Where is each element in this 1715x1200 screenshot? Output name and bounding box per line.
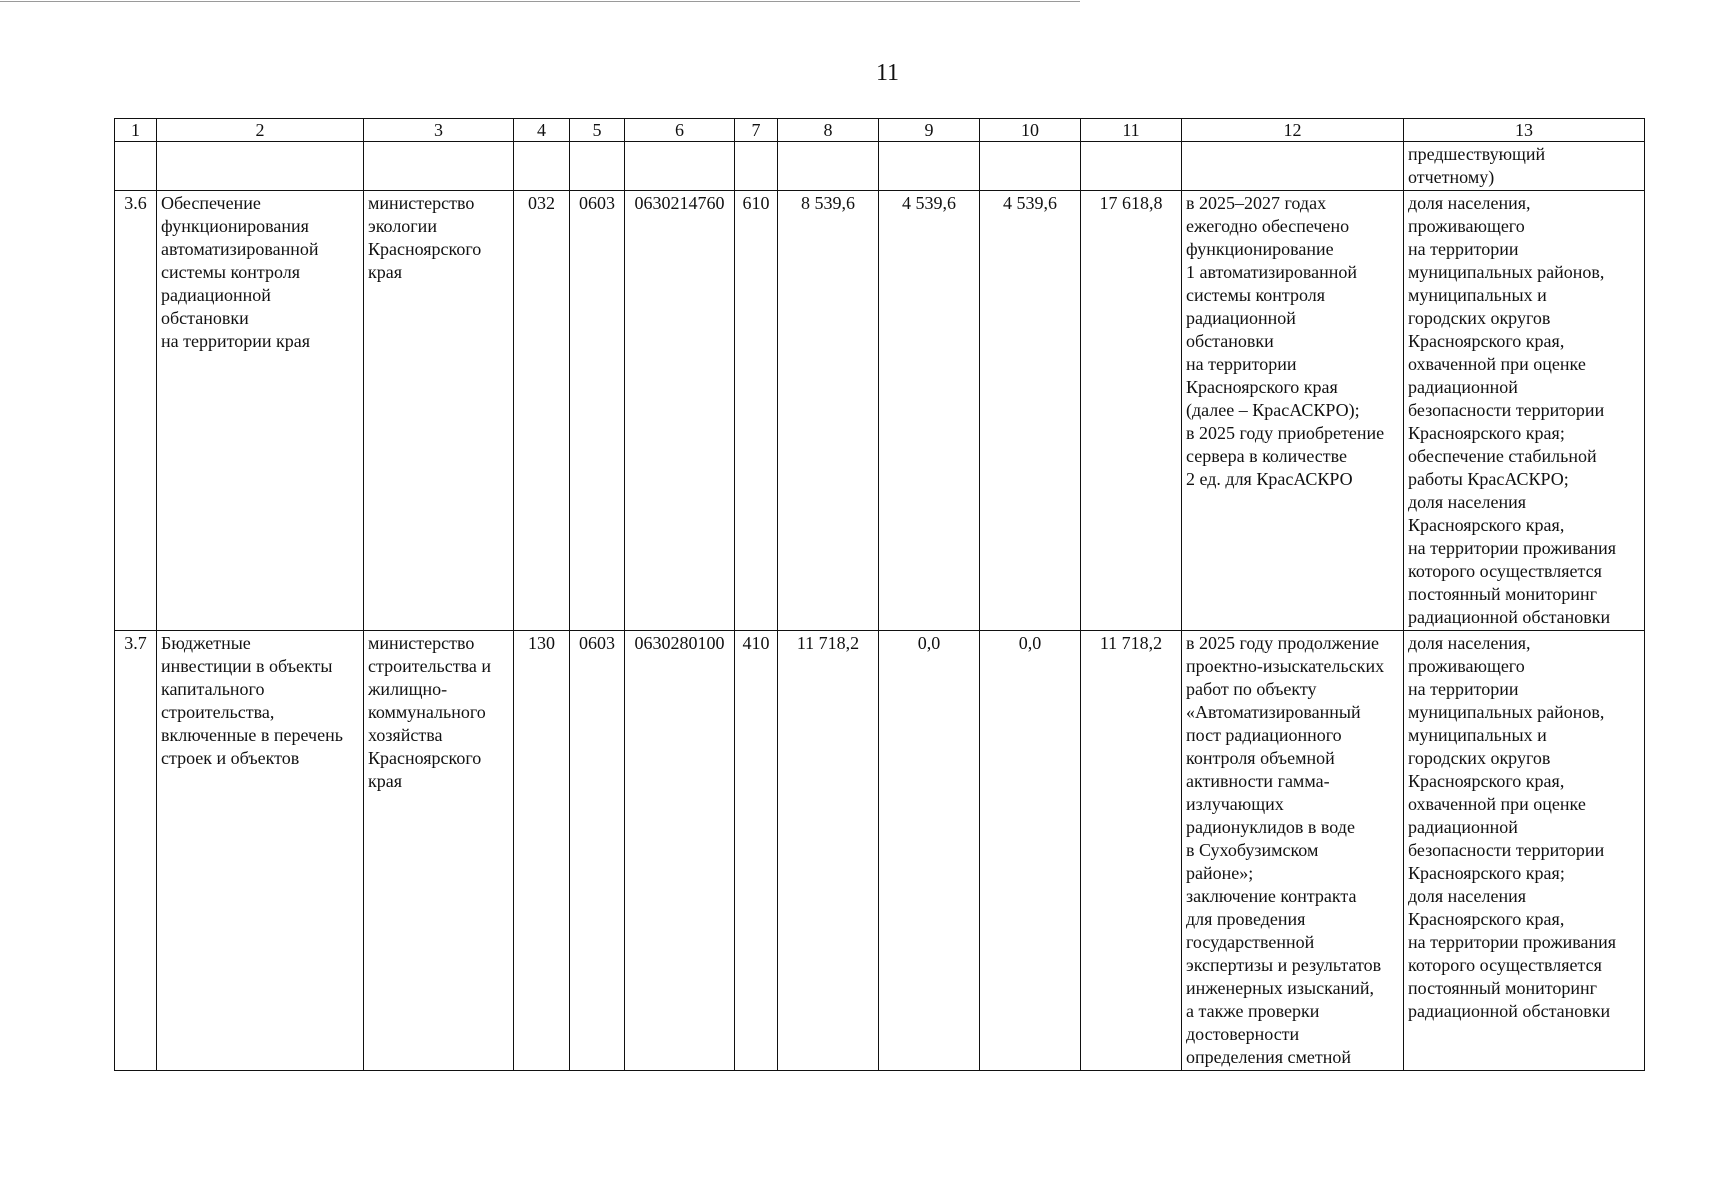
code-cell: 0630280100	[625, 631, 735, 1071]
column-header: 5	[570, 119, 625, 142]
code-cell: 610	[735, 191, 778, 631]
table-row	[115, 631, 1645, 1071]
amount-cell: 11 718,2	[778, 631, 879, 1071]
amount-cell: 17 618,8	[1081, 191, 1182, 631]
column-header: 4	[514, 119, 570, 142]
activity-name: Обеспечение функционирования автоматизированной системы контроля радиационной обстановки на территории края	[157, 191, 364, 631]
code-cell: 0603	[570, 631, 625, 1071]
column-header: 11	[1081, 119, 1182, 142]
amount-cell: 0,0	[879, 631, 980, 1071]
table-row	[115, 191, 1645, 631]
executor-cell: министерство экологии Красноярского края	[364, 191, 514, 631]
column-header: 8	[778, 119, 879, 142]
column-number-row	[115, 119, 1645, 142]
amount-cell: 0,0	[980, 631, 1081, 1071]
row-number: 3.6	[115, 191, 157, 631]
column-header: 1	[115, 119, 157, 142]
column-header: 10	[980, 119, 1081, 142]
result-cell: в 2025 году продолжение проектно-изыскательских работ по объекту «Автоматизированный пост радиационного контроля объемной активности гамма- излучающих радионуклидов в воде в Сухобузимском районе»; заключение контракта для проведения государственной экспертизы и результатов инженерных изысканий, а также проверки достоверности определения сметной	[1182, 631, 1404, 1071]
program-activities-table	[114, 118, 1645, 1071]
column-header: 9	[879, 119, 980, 142]
indicator-cell: доля населения, проживающего на территории муниципальных районов, муниципальных и городских округов Красноярского края, охваченной при оценке радиационной безопасности территории Красноярского края; доля населения Красноярского края, на территории проживания которого осуществляется постоянный мониторинг радиационной обстановки	[1404, 631, 1645, 1071]
column-header: 3	[364, 119, 514, 142]
top-rule	[0, 1, 1080, 2]
amount-cell: 4 539,6	[980, 191, 1081, 631]
amount-cell: 11 718,2	[1081, 631, 1182, 1071]
column-header: 7	[735, 119, 778, 142]
column-header: 12	[1182, 119, 1404, 142]
code-cell: 410	[735, 631, 778, 1071]
code-cell: 0630214760	[625, 191, 735, 631]
row-number: 3.7	[115, 631, 157, 1071]
indicator-cell: предшествующий отчетному)	[1404, 142, 1645, 191]
code-cell: 032	[514, 191, 570, 631]
column-header: 2	[157, 119, 364, 142]
continuation-row	[115, 142, 1645, 191]
activity-name: Бюджетные инвестиции в объекты капитального строительства, включенные в перечень строек и объектов	[157, 631, 364, 1071]
executor-cell: министерство строительства и жилищно- коммунального хозяйства Красноярского края	[364, 631, 514, 1071]
amount-cell: 8 539,6	[778, 191, 879, 631]
page-number: 11	[875, 60, 900, 86]
amount-cell: 4 539,6	[879, 191, 980, 631]
code-cell: 0603	[570, 191, 625, 631]
column-header: 6	[625, 119, 735, 142]
result-cell: в 2025–2027 годах ежегодно обеспечено функционирование 1 автоматизированной системы контроля радиационной обстановки на территории Красноярского края (далее – КрасАСКРО); в 2025 году приобретение сервера в количестве 2 ед. для КрасАСКРО	[1182, 191, 1404, 631]
code-cell: 130	[514, 631, 570, 1071]
indicator-cell: доля населения, проживающего на территории муниципальных районов, муниципальных и городских округов Красноярского края, охваченной при оценке радиационной безопасности территории Красноярского края; обеспечение стабильной работы КрасАСКРО; доля населения Красноярского края, на территории проживания которого осуществляется постоянный мониторинг радиационной обстановки	[1404, 191, 1645, 631]
column-header: 13	[1404, 119, 1645, 142]
